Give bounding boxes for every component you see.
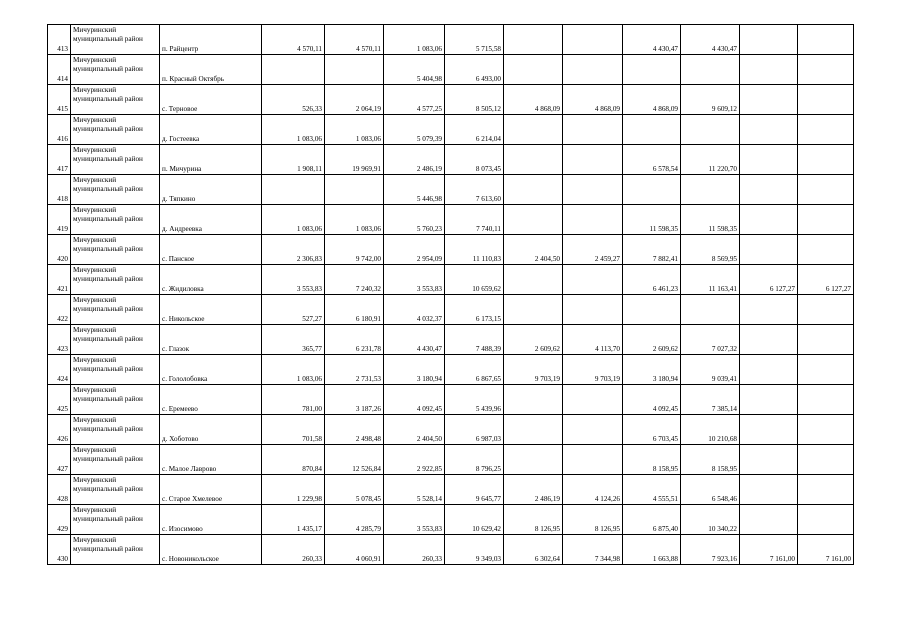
row-number: 430 <box>48 535 71 565</box>
value-cell: 365,77 <box>262 325 325 355</box>
table-row <box>48 355 854 385</box>
table-row <box>48 205 854 235</box>
table-row <box>48 25 854 55</box>
table-row <box>48 505 854 535</box>
value-cell: 2 498,48 <box>325 415 384 445</box>
value-cell: 2 404,50 <box>504 235 563 265</box>
value-cell: 4 032,37 <box>384 295 445 325</box>
value-cell: 4 868,09 <box>623 85 681 115</box>
value-cell: 2 404,50 <box>384 415 445 445</box>
value-cell <box>563 25 623 55</box>
value-cell: 9 609,12 <box>681 85 740 115</box>
value-cell <box>798 385 854 415</box>
value-cell: 12 526,84 <box>325 445 384 475</box>
value-cell <box>325 175 384 205</box>
value-cell: 10 659,62 <box>445 265 504 295</box>
value-cell <box>798 505 854 535</box>
value-cell: 6 548,46 <box>681 475 740 505</box>
row-number: 426 <box>48 415 71 445</box>
value-cell <box>798 115 854 145</box>
value-cell: 10 340,22 <box>681 505 740 535</box>
value-cell <box>504 265 563 295</box>
value-cell: 7 385,14 <box>681 385 740 415</box>
value-cell <box>262 55 325 85</box>
value-cell: 9 039,41 <box>681 355 740 385</box>
value-cell: 2 064,19 <box>325 85 384 115</box>
value-cell: 10 629,42 <box>445 505 504 535</box>
row-number: 416 <box>48 115 71 145</box>
value-cell: 8 126,95 <box>504 505 563 535</box>
value-cell <box>740 205 798 235</box>
district-cell: Мичуринский муниципальный район <box>71 145 160 175</box>
value-cell: 5 079,39 <box>384 115 445 145</box>
value-cell: 1 908,11 <box>262 145 325 175</box>
table-row <box>48 235 854 265</box>
value-cell <box>563 295 623 325</box>
district-cell: Мичуринский муниципальный район <box>71 25 160 55</box>
settlement-cell: д. Андреевка <box>160 205 262 235</box>
district-cell: Мичуринский муниципальный район <box>71 235 160 265</box>
value-cell <box>740 385 798 415</box>
value-cell <box>740 325 798 355</box>
value-cell: 8 073,45 <box>445 145 504 175</box>
value-cell: 8 158,95 <box>623 445 681 475</box>
value-cell: 3 180,94 <box>623 355 681 385</box>
value-cell: 5 439,96 <box>445 385 504 415</box>
value-cell: 2 609,62 <box>504 325 563 355</box>
value-cell: 3 553,83 <box>384 265 445 295</box>
value-cell <box>740 55 798 85</box>
value-cell: 6 231,78 <box>325 325 384 355</box>
value-cell: 1 083,06 <box>262 355 325 385</box>
value-cell: 11 598,35 <box>681 205 740 235</box>
settlement-cell: д. Тяпкино <box>160 175 262 205</box>
table-row <box>48 535 854 565</box>
value-cell: 2 306,83 <box>262 235 325 265</box>
settlement-cell: п. Райцентр <box>160 25 262 55</box>
district-cell: Мичуринский муниципальный район <box>71 205 160 235</box>
table-row <box>48 475 854 505</box>
value-cell: 9 645,77 <box>445 475 504 505</box>
row-number: 414 <box>48 55 71 85</box>
value-cell: 7 161,00 <box>798 535 854 565</box>
value-cell: 1 229,98 <box>262 475 325 505</box>
value-cell: 7 882,41 <box>623 235 681 265</box>
value-cell: 1 083,06 <box>384 25 445 55</box>
value-cell <box>504 385 563 415</box>
value-cell: 19 969,91 <box>325 145 384 175</box>
value-cell: 260,33 <box>384 535 445 565</box>
value-cell: 8 505,12 <box>445 85 504 115</box>
table-row <box>48 175 854 205</box>
row-number: 420 <box>48 235 71 265</box>
value-cell <box>740 115 798 145</box>
value-cell: 3 553,83 <box>384 505 445 535</box>
value-cell: 6 875,40 <box>623 505 681 535</box>
value-cell <box>681 55 740 85</box>
value-cell: 2 486,19 <box>384 145 445 175</box>
value-cell: 2 922,85 <box>384 445 445 475</box>
value-cell: 781,00 <box>262 385 325 415</box>
value-cell <box>740 445 798 475</box>
value-cell: 6 127,27 <box>740 265 798 295</box>
value-cell: 9 349,03 <box>445 535 504 565</box>
value-cell: 8 158,95 <box>681 445 740 475</box>
value-cell <box>563 175 623 205</box>
table-row <box>48 415 854 445</box>
row-number: 415 <box>48 85 71 115</box>
value-cell <box>623 295 681 325</box>
value-cell: 6 867,65 <box>445 355 504 385</box>
row-number: 424 <box>48 355 71 385</box>
value-cell: 2 954,09 <box>384 235 445 265</box>
value-cell <box>798 25 854 55</box>
value-cell: 11 220,70 <box>681 145 740 175</box>
district-cell: Мичуринский муниципальный район <box>71 445 160 475</box>
table-row <box>48 145 854 175</box>
value-cell <box>563 385 623 415</box>
value-cell: 4 092,45 <box>384 385 445 415</box>
district-cell: Мичуринский муниципальный район <box>71 295 160 325</box>
value-cell <box>681 295 740 325</box>
value-cell: 2 609,62 <box>623 325 681 355</box>
value-cell: 7 923,16 <box>681 535 740 565</box>
settlement-cell: п. Мичурина <box>160 145 262 175</box>
value-cell <box>504 145 563 175</box>
value-cell: 4 430,47 <box>384 325 445 355</box>
value-cell <box>504 445 563 475</box>
table-row <box>48 85 854 115</box>
settlement-cell: д. Гостеевка <box>160 115 262 145</box>
value-cell: 9 703,19 <box>504 355 563 385</box>
value-cell: 9 742,00 <box>325 235 384 265</box>
value-cell: 6 703,45 <box>623 415 681 445</box>
value-cell: 8 126,95 <box>563 505 623 535</box>
value-cell: 6 578,54 <box>623 145 681 175</box>
district-cell: Мичуринский муниципальный район <box>71 265 160 295</box>
district-cell: Мичуринский муниципальный район <box>71 415 160 445</box>
value-cell: 4 060,91 <box>325 535 384 565</box>
value-cell: 1 435,17 <box>262 505 325 535</box>
value-cell: 260,33 <box>262 535 325 565</box>
value-cell <box>504 25 563 55</box>
value-cell <box>740 235 798 265</box>
row-number: 413 <box>48 25 71 55</box>
value-cell: 1 663,88 <box>623 535 681 565</box>
value-cell <box>563 115 623 145</box>
value-cell: 4 570,11 <box>262 25 325 55</box>
value-cell <box>740 145 798 175</box>
value-cell <box>798 475 854 505</box>
value-cell: 5 078,45 <box>325 475 384 505</box>
value-cell <box>798 235 854 265</box>
table-row <box>48 55 854 85</box>
value-cell: 4 430,47 <box>623 25 681 55</box>
value-cell <box>623 115 681 145</box>
value-cell: 6 302,64 <box>504 535 563 565</box>
value-cell <box>504 55 563 85</box>
settlement-cell: с. Гололобовка <box>160 355 262 385</box>
value-cell: 6 173,15 <box>445 295 504 325</box>
row-number: 425 <box>48 385 71 415</box>
value-cell: 4 570,11 <box>325 25 384 55</box>
value-cell: 527,27 <box>262 295 325 325</box>
district-cell: Мичуринский муниципальный район <box>71 55 160 85</box>
district-cell: Мичуринский муниципальный район <box>71 385 160 415</box>
value-cell: 5 760,23 <box>384 205 445 235</box>
value-cell: 9 703,19 <box>563 355 623 385</box>
district-cell: Мичуринский муниципальный район <box>71 325 160 355</box>
row-number: 423 <box>48 325 71 355</box>
value-cell <box>504 295 563 325</box>
table-row <box>48 295 854 325</box>
row-number: 428 <box>48 475 71 505</box>
value-cell: 6 493,00 <box>445 55 504 85</box>
value-cell: 1 083,06 <box>262 205 325 235</box>
table-row <box>48 445 854 475</box>
value-cell: 4 285,79 <box>325 505 384 535</box>
value-cell: 4 113,70 <box>563 325 623 355</box>
value-cell <box>798 85 854 115</box>
table-row <box>48 325 854 355</box>
row-number: 418 <box>48 175 71 205</box>
value-cell: 2 486,19 <box>504 475 563 505</box>
value-cell <box>740 505 798 535</box>
settlement-cell: с. Новоникольское <box>160 535 262 565</box>
row-number: 417 <box>48 145 71 175</box>
value-cell <box>740 295 798 325</box>
row-number: 421 <box>48 265 71 295</box>
value-cell <box>798 175 854 205</box>
value-cell <box>798 415 854 445</box>
settlement-cell: с. Глазок <box>160 325 262 355</box>
value-cell: 5 528,14 <box>384 475 445 505</box>
value-cell <box>798 325 854 355</box>
value-cell <box>563 55 623 85</box>
table-row <box>48 115 854 145</box>
value-cell <box>798 295 854 325</box>
value-cell: 6 461,23 <box>623 265 681 295</box>
district-cell: Мичуринский муниципальный район <box>71 175 160 205</box>
value-cell <box>504 205 563 235</box>
value-cell <box>504 115 563 145</box>
value-cell: 3 180,94 <box>384 355 445 385</box>
value-cell <box>740 85 798 115</box>
value-cell <box>563 445 623 475</box>
row-number: 427 <box>48 445 71 475</box>
value-cell: 7 613,60 <box>445 175 504 205</box>
value-cell <box>563 205 623 235</box>
value-cell <box>740 415 798 445</box>
value-cell: 7 027,32 <box>681 325 740 355</box>
value-cell <box>740 475 798 505</box>
value-cell: 4 868,09 <box>563 85 623 115</box>
value-cell <box>740 355 798 385</box>
value-cell: 4 868,09 <box>504 85 563 115</box>
settlement-cell: с. Панское <box>160 235 262 265</box>
value-cell: 5 404,98 <box>384 55 445 85</box>
value-cell: 526,33 <box>262 85 325 115</box>
table-row <box>48 265 854 295</box>
district-cell: Мичуринский муниципальный район <box>71 505 160 535</box>
value-cell: 6 214,04 <box>445 115 504 145</box>
row-number: 429 <box>48 505 71 535</box>
value-cell: 1 083,06 <box>262 115 325 145</box>
value-cell: 701,58 <box>262 415 325 445</box>
value-cell: 4 430,47 <box>681 25 740 55</box>
value-cell <box>798 205 854 235</box>
value-cell <box>563 415 623 445</box>
value-cell: 6 127,27 <box>798 265 854 295</box>
value-cell: 4 124,26 <box>563 475 623 505</box>
row-number: 419 <box>48 205 71 235</box>
value-cell <box>681 115 740 145</box>
district-cell: Мичуринский муниципальный район <box>71 85 160 115</box>
value-cell: 3 187,26 <box>325 385 384 415</box>
settlement-cell: п. Красный Октябрь <box>160 55 262 85</box>
value-cell: 7 344,98 <box>563 535 623 565</box>
value-cell <box>623 175 681 205</box>
value-cell: 7 740,11 <box>445 205 504 235</box>
value-cell <box>740 25 798 55</box>
value-cell: 5 446,98 <box>384 175 445 205</box>
value-cell: 7 161,00 <box>740 535 798 565</box>
value-cell: 11 110,83 <box>445 235 504 265</box>
district-cell: Мичуринский муниципальный район <box>71 355 160 385</box>
value-cell <box>504 415 563 445</box>
settlement-cell: с. Жидиловка <box>160 265 262 295</box>
value-cell: 1 083,06 <box>325 115 384 145</box>
value-cell <box>262 175 325 205</box>
value-cell: 8 796,25 <box>445 445 504 475</box>
value-cell: 4 577,25 <box>384 85 445 115</box>
value-cell: 6 180,91 <box>325 295 384 325</box>
settlement-cell: д. Хоботово <box>160 415 262 445</box>
row-number: 422 <box>48 295 71 325</box>
tariff-table <box>47 24 854 565</box>
value-cell <box>798 445 854 475</box>
value-cell <box>504 175 563 205</box>
value-cell: 7 488,39 <box>445 325 504 355</box>
settlement-cell: с. Никольское <box>160 295 262 325</box>
district-cell: Мичуринский муниципальный район <box>71 535 160 565</box>
value-cell: 870,84 <box>262 445 325 475</box>
value-cell: 3 553,83 <box>262 265 325 295</box>
settlement-cell: с. Старое Хмелевое <box>160 475 262 505</box>
value-cell: 11 163,41 <box>681 265 740 295</box>
value-cell: 11 598,35 <box>623 205 681 235</box>
value-cell <box>563 145 623 175</box>
value-cell <box>325 55 384 85</box>
settlement-cell: с. Изосимово <box>160 505 262 535</box>
value-cell <box>798 145 854 175</box>
value-cell: 4 092,45 <box>623 385 681 415</box>
value-cell: 10 210,68 <box>681 415 740 445</box>
value-cell: 6 987,03 <box>445 415 504 445</box>
value-cell <box>623 55 681 85</box>
table-row <box>48 385 854 415</box>
value-cell: 7 240,32 <box>325 265 384 295</box>
district-cell: Мичуринский муниципальный район <box>71 475 160 505</box>
value-cell: 2 731,53 <box>325 355 384 385</box>
district-cell: Мичуринский муниципальный район <box>71 115 160 145</box>
value-cell: 5 715,58 <box>445 25 504 55</box>
value-cell: 2 459,27 <box>563 235 623 265</box>
value-cell <box>563 265 623 295</box>
value-cell: 8 569,95 <box>681 235 740 265</box>
value-cell: 1 083,06 <box>325 205 384 235</box>
value-cell <box>740 175 798 205</box>
settlement-cell: с. Терновое <box>160 85 262 115</box>
value-cell <box>798 355 854 385</box>
value-cell <box>681 175 740 205</box>
value-cell: 4 555,51 <box>623 475 681 505</box>
settlement-cell: с. Еремеево <box>160 385 262 415</box>
settlement-cell: с. Малое Лаврово <box>160 445 262 475</box>
value-cell <box>798 55 854 85</box>
